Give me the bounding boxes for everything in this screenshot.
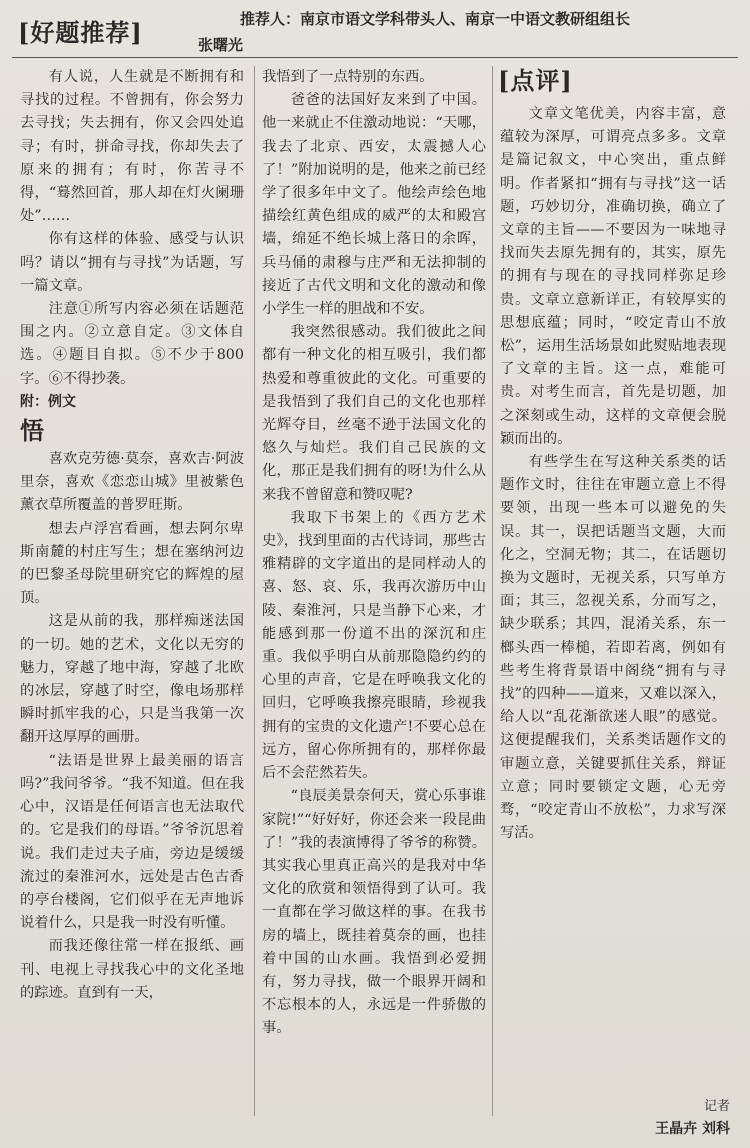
reporter-label: 记者 xyxy=(703,1099,730,1114)
reporter-credit xyxy=(655,1096,730,1140)
section-tag-recommend: [好题推荐] xyxy=(18,18,143,47)
essay-paragraph: 这是从前的我，那样痴迷法国的一切。她的艺术，文化以无穷的魅力，穿越了地中海，穿越了北欧的冰层，穿越了时空，像电场那样瞬时抓牢我的心，只是当我第一次翻开这厚厚的画册。 xyxy=(20,613,244,746)
column-divider-1 xyxy=(254,66,255,1116)
recommender-title: 推荐人：南京市语文学科带头人、南京一中语文教研组组长 xyxy=(240,10,631,28)
essay-title: 悟 xyxy=(20,416,44,446)
section-tag-comment: [点评] xyxy=(498,66,573,95)
comment-paragraph: 文章文笔优美，内容丰富，意蕴较为深厚，可谓亮点多多。文章是篇记叙文，中心突出，重点鲜明。作者紧扣“拥有与寻找”这一话题，巧妙切分，准确切换，确立了文章的主旨——不要因为一味地寻找而失去原先拥有的，其实，原先的拥有与现在的寻找同样弥足珍贵。文章立意新详正，有较厚实的思想底蕴；同时，“咬定青山不放松”，运用生活场景如此熨贴地表现了文章的主旨。这一点，难能可贵。对考生而言，首先是切题，加之深刻或生动，这样的文章便会脱颖而出的。 xyxy=(500,106,726,447)
essay-paragraph: “法语是世界上最美丽的语言吗?”我问爷爷。“我不知道。但在我心中，汉语是任何语言也无法取代的。它是我们的母语。”爷爷沉思着说。我们走过夫子庙，旁边是缓缓流过的秦淮河水，远处是古色古香的亭台楼阁，它们似乎在无声地诉说着什么，只是我一时没有听懂。 xyxy=(20,752,244,932)
column-essay-continued xyxy=(262,66,486,1041)
appendix-label: 附：例文 xyxy=(20,393,76,410)
header-divider xyxy=(12,57,738,58)
prompt-paragraph: 有人说，人生就是不断拥有和寻找的过程。不曾拥有，你会努力去寻找；失去拥有，你又会四处追寻；有时，拼命寻找，你却失去了原来的拥有；有时，你苦寻不得，“蓦然回首，那人却在灯火阑珊处”…… xyxy=(20,69,244,225)
essay-paragraph: 而我还像往常一样在报纸、画刊、电视上寻找我心中的文化圣地的踪迹。直到有一天， xyxy=(20,938,244,1001)
essay-paragraph: 想去卢浮宫看画，想去阿尔卑斯南麓的村庄写生；想在塞纳河边的巴黎圣母院里研究它的辉煌的屋顶。 xyxy=(20,520,244,607)
column-comment xyxy=(500,103,726,846)
essay-paragraph: 我突然很感动。我们彼此之间都有一种文化的相互吸引，我们都热爱和尊重彼此的文化。可重要的是我悟到了我们自己的文化也那样光辉夺目，丝毫不逊于法国文化的悠久与灿烂。我们自己民族的文化，那正是我们拥有的呀!为什么从来我不曾留意和赞叹呢? xyxy=(262,324,486,503)
recommender-name: 张曙光 xyxy=(198,36,244,54)
prompt-paragraph: 你有这样的体验、感受与认识吗？请以“拥有与寻找”为话题，写一篇文章。 xyxy=(20,231,244,294)
essay-paragraph: “良辰美景奈何天，赏心乐事谁家院!”“好好好，你还会来一段昆曲了！”我的表演博得了爷爷的称赞。其实我心里真正高兴的是我对中华文化的欣赏和领悟得到了认可。我一直都在学习做这样的事。在我书房的墙上，既挂着莫奈的画，也挂着中国的山水画。我悟到必爱拥有，努力寻找，做一个眼界开阔和不忘根本的人，永远是一件骄傲的事。 xyxy=(262,788,486,1037)
essay-paragraph: 我悟到了一点特别的东西。 xyxy=(262,69,434,85)
reporter-names: 王晶卉 刘科 xyxy=(655,1121,730,1137)
essay-paragraph: 爸爸的法国好友来到了中国。他一来就止不住激动地说：“天哪，我去了北京、西安，太震撼人心了！”附加说明的是，他来之前已经学了很多年中文了。他绘声绘色地描绘红黄色组成的威严的太和殿宫墙，绵延不绝长城上落日的余晖，兵马俑的肃穆与庄严和无法抑制的接近了古代文明和文化的激动和像小学生一样的胆战和不安。 xyxy=(262,92,486,318)
comment-paragraph: 有些学生在写这种关系类的话题作文时，往往在审题立意上不得要领，出现一些本可以避免的失误。其一，误把话题当文题，大而化之，空洞无物；其二，在话题切换为文题时，无视关系，只写单方面；其三，忽视关系，分而写之，缺少联系；其四，混淆关系，东一榔头西一棒槌，若即若离，例如有些考生将背景语中阁绕“拥有与寻找”的四种——道来，又难以深入，给人以“乱花渐欲迷人眼”的感觉。这便提醒我们，关系类话题作文的审题立意，关键要抓住关系，辩证立意；同时要锁定文题，心无旁骛，“咬定青山不放松”，力求写深写活。 xyxy=(500,454,726,842)
essay-paragraph: 喜欢克劳德·莫奈，喜欢吉·阿波里奈，喜欢《恋恋山城》里被紫色薰衣草所覆盖的普罗旺斯。 xyxy=(20,451,244,514)
prompt-paragraph: 注意①所写内容必须在话题范围之内。②立意自定。③文体自选。④题目自拟。⑤不少于800字。⑥不得抄袭。 xyxy=(20,301,244,387)
essay-paragraph: 我取下书架上的《西方艺术史》，找到里面的古代诗词，那些古雅精辟的文字道出的是同样动人的喜、怒、哀、乐，我再次游历中山陵、秦淮河，只是当静下心来，才能感到那一份道不出的深沉和庄重。我似乎明白从前那隐隐约约的心里的声音，它是在呼唤我文化的回归，它呼唤我擦亮眼睛，珍视我拥有的宝贵的文化遗产!不要心总在远方，留心你所拥有的，那样你最后不会茫然若失。 xyxy=(262,509,486,782)
column-prompt-essay xyxy=(20,66,244,1005)
column-divider-2 xyxy=(492,66,493,1116)
